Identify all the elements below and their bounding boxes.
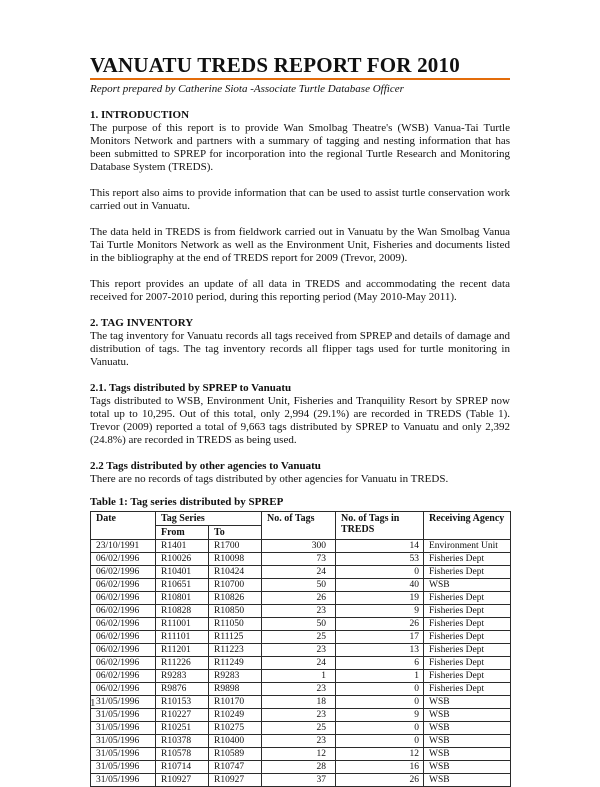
table-cell: 31/05/1996: [91, 761, 156, 774]
table-cell: 16: [336, 761, 424, 774]
table-cell: 0: [336, 735, 424, 748]
table-cell: 06/02/1996: [91, 592, 156, 605]
table-cell: 26: [336, 618, 424, 631]
table-row: [91, 605, 511, 618]
table-cell: R10700: [209, 579, 262, 592]
section-heading: 2.2 Tags distributed by other agencies to Vanuatu: [90, 460, 321, 472]
table-cell: 0: [336, 683, 424, 696]
table-cell: 06/02/1996: [91, 644, 156, 657]
table-row: [91, 696, 511, 709]
table-row: [91, 683, 511, 696]
col-header-to: To: [209, 526, 262, 540]
document-header: [90, 54, 510, 96]
table-row: [91, 618, 511, 631]
table-header: [91, 512, 511, 540]
table-cell: R11226: [156, 657, 209, 670]
table-cell: 50: [262, 579, 336, 592]
table-cell: WSB: [424, 735, 511, 748]
table-cell: R10249: [209, 709, 262, 722]
table-cell: 31/05/1996: [91, 735, 156, 748]
table-cell: Fisheries Dept: [424, 618, 511, 631]
table-row: [91, 566, 511, 579]
table-cell: R10826: [209, 592, 262, 605]
tag-series-table: [90, 511, 511, 787]
table-cell: 18: [262, 696, 336, 709]
table-body: [91, 540, 511, 787]
table-cell: 23: [262, 605, 336, 618]
table-row: [91, 670, 511, 683]
table-cell: 31/05/1996: [91, 774, 156, 787]
table-cell: 17: [336, 631, 424, 644]
section-heading: 2. TAG INVENTORY: [90, 317, 194, 329]
table-cell: R10153: [156, 696, 209, 709]
table-cell: 06/02/1996: [91, 605, 156, 618]
table-cell: WSB: [424, 748, 511, 761]
table-cell: 37: [262, 774, 336, 787]
col-header-receiving-agency: Receiving Agency: [424, 512, 511, 540]
table-cell: R11201: [156, 644, 209, 657]
table-cell: WSB: [424, 696, 511, 709]
table-cell: WSB: [424, 722, 511, 735]
table-cell: 1: [262, 670, 336, 683]
table-cell: WSB: [424, 761, 511, 774]
paragraph: The tag inventory for Vanuatu records all tags received from SPREP and details of damage and distribution of tags. The tag inventory records all flipper tags used for turtle monitoring in Vanuatu.: [90, 330, 510, 368]
paragraph: The purpose of this report is to provide Wan Smolbag Theatre's (WSB) Vanua-Tai Turtle Monitors Network and partners with a summary of tagging and nesting information that has been submitted to SPREP for incorporation into the regional Turtle Research and Monitoring Database System (TREDS).: [90, 122, 510, 173]
table-cell: 0: [336, 566, 424, 579]
table-cell: R10424: [209, 566, 262, 579]
table-row: [91, 748, 511, 761]
table-cell: 23: [262, 644, 336, 657]
table-cell: R10578: [156, 748, 209, 761]
table-cell: R9283: [209, 670, 262, 683]
table-cell: R10850: [209, 605, 262, 618]
title-underline: [90, 78, 510, 80]
table-cell: 23: [262, 683, 336, 696]
table-cell: R10747: [209, 761, 262, 774]
table-cell: R11001: [156, 618, 209, 631]
table-cell: R10098: [209, 553, 262, 566]
table-cell: 50: [262, 618, 336, 631]
table-cell: 14: [336, 540, 424, 553]
table-cell: 06/02/1996: [91, 670, 156, 683]
table-cell: R11101: [156, 631, 209, 644]
section: [90, 382, 510, 447]
table-cell: Fisheries Dept: [424, 670, 511, 683]
table-cell: R10400: [209, 735, 262, 748]
table-cell: 31/05/1996: [91, 696, 156, 709]
table-row: [91, 644, 511, 657]
table-cell: 0: [336, 696, 424, 709]
table-row: [91, 774, 511, 787]
report-subtitle: Report prepared by Catherine Siota -Associate Turtle Database Officer: [90, 83, 404, 95]
table-cell: Fisheries Dept: [424, 553, 511, 566]
paragraph: This report provides an update of all data in TREDS and accommodating the recent data received for 2007-2010 period, during this reporting period (May 2010-May 2011).: [90, 278, 510, 303]
table-cell: 06/02/1996: [91, 657, 156, 670]
table-cell: R10927: [209, 774, 262, 787]
table-row: [91, 579, 511, 592]
table-cell: 06/02/1996: [91, 566, 156, 579]
page-number: 1: [90, 697, 96, 709]
table-cell: 26: [336, 774, 424, 787]
table-cell: 53: [336, 553, 424, 566]
table-cell: R10927: [156, 774, 209, 787]
table-cell: 9: [336, 605, 424, 618]
page-footer: [90, 697, 96, 709]
table-cell: R11223: [209, 644, 262, 657]
table-cell: 06/02/1996: [91, 553, 156, 566]
table-cell: 24: [262, 566, 336, 579]
paragraph: This report also aims to provide information that can be used to assist turtle conservation work carried out in Vanuatu.: [90, 187, 510, 212]
table-cell: WSB: [424, 774, 511, 787]
table-cell: R9898: [209, 683, 262, 696]
paragraph: There are no records of tags distributed by other agencies for Vanuatu in TREDS.: [90, 473, 449, 485]
table-cell: R1700: [209, 540, 262, 553]
section: [90, 460, 510, 486]
table-cell: R10714: [156, 761, 209, 774]
table-cell: R10828: [156, 605, 209, 618]
table-cell: R9876: [156, 683, 209, 696]
table-cell: 06/02/1996: [91, 618, 156, 631]
table-cell: Fisheries Dept: [424, 566, 511, 579]
table-cell: R11125: [209, 631, 262, 644]
table-cell: 12: [262, 748, 336, 761]
col-header-no-of-tags-in-treds: No. of Tags in TREDS: [336, 512, 424, 540]
table-cell: 25: [262, 631, 336, 644]
table-cell: 9: [336, 709, 424, 722]
section: [90, 317, 510, 369]
table-cell: 06/02/1996: [91, 683, 156, 696]
table-cell: 06/02/1996: [91, 631, 156, 644]
table-cell: 31/05/1996: [91, 748, 156, 761]
table-cell: 25: [262, 722, 336, 735]
table-cell: 24: [262, 657, 336, 670]
table-cell: 12: [336, 748, 424, 761]
table-cell: Fisheries Dept: [424, 592, 511, 605]
paragraph: Tags distributed to WSB, Environment Unit, Fisheries and Tranquility Resort by SPREP now total up to 10,295. Out of this total, only 2,994 (29.1%) are recorded in TREDS (Table 1). Trevor (2009) reported a total of 9,663 tags distributed by SPREP to Vanuatu and only 2,392 (24.8%) are recorded in TREDS as being used.: [90, 395, 510, 446]
col-header-from: From: [156, 526, 209, 540]
table-cell: 28: [262, 761, 336, 774]
table-cell: 40: [336, 579, 424, 592]
table-cell: Environment Unit: [424, 540, 511, 553]
table-cell: R10251: [156, 722, 209, 735]
table-cell: 73: [262, 553, 336, 566]
table-cell: 300: [262, 540, 336, 553]
table-cell: R10227: [156, 709, 209, 722]
section-heading: 2.1. Tags distributed by SPREP to Vanuatu: [90, 382, 292, 394]
table-cell: R10170: [209, 696, 262, 709]
table-cell: 0: [336, 722, 424, 735]
col-header-date: Date: [91, 512, 156, 540]
table-row: [91, 761, 511, 774]
table-cell: R10401: [156, 566, 209, 579]
table-cell: WSB: [424, 709, 511, 722]
table-cell: WSB: [424, 579, 511, 592]
table-cell: Fisheries Dept: [424, 657, 511, 670]
table-cell: 31/05/1996: [91, 722, 156, 735]
table-cell: Fisheries Dept: [424, 683, 511, 696]
document-body: [90, 109, 510, 486]
table-cell: 13: [336, 644, 424, 657]
table-cell: 31/05/1996: [91, 709, 156, 722]
table-cell: Fisheries Dept: [424, 644, 511, 657]
table-cell: 23: [262, 735, 336, 748]
table-row: [91, 722, 511, 735]
table-cell: 23/10/1991: [91, 540, 156, 553]
table-cell: R11249: [209, 657, 262, 670]
page-title: VANUATU TREDS REPORT FOR 2010: [90, 53, 460, 77]
table-row: [91, 553, 511, 566]
table-cell: R10275: [209, 722, 262, 735]
table-cell: R9283: [156, 670, 209, 683]
table-cell: R10589: [209, 748, 262, 761]
paragraph: The data held in TREDS is from fieldwork carried out in Vanuatu by the Wan Smolbag Vanua Tai Turtle Monitors Network as well as the Environment Unit, Fisheries and documents listed in the bibliography at the end of TREDS report for 2009 (Trevor, 2009).: [90, 226, 510, 264]
section-heading: 1. INTRODUCTION: [90, 109, 190, 121]
table-header-row-1: [91, 512, 511, 526]
table-cell: 19: [336, 592, 424, 605]
table-row: [91, 709, 511, 722]
table-cell: 06/02/1996: [91, 579, 156, 592]
table-row: [91, 592, 511, 605]
table-row: [91, 657, 511, 670]
col-header-tag-series: Tag Series: [156, 512, 262, 526]
table-cell: 23: [262, 709, 336, 722]
table-row: [91, 631, 511, 644]
table-cell: R10801: [156, 592, 209, 605]
section: [90, 109, 510, 304]
table-row: [91, 540, 511, 553]
col-header-no-of-tags: No. of Tags: [262, 512, 336, 540]
table-row: [91, 735, 511, 748]
table-cell: R10026: [156, 553, 209, 566]
table-caption: Table 1: Tag series distributed by SPREP: [90, 496, 284, 508]
table-cell: R11050: [209, 618, 262, 631]
table-cell: 6: [336, 657, 424, 670]
table-cell: R1401: [156, 540, 209, 553]
table-cell: Fisheries Dept: [424, 631, 511, 644]
table-cell: 1: [336, 670, 424, 683]
table-cell: R10378: [156, 735, 209, 748]
table-cell: R10651: [156, 579, 209, 592]
table-cell: Fisheries Dept: [424, 605, 511, 618]
table-cell: 26: [262, 592, 336, 605]
